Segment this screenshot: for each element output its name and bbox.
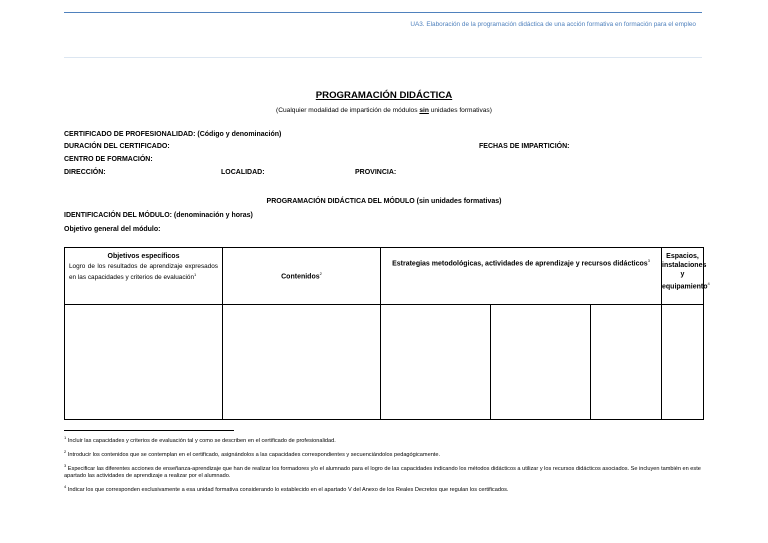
cell-contenidos xyxy=(223,305,381,420)
footnotes xyxy=(64,434,706,496)
document-title: PROGRAMACIÓN DIDÁCTICA xyxy=(315,90,453,101)
cell-estrategias-1 xyxy=(381,305,491,420)
contenidos-text: Contenidos xyxy=(281,273,320,281)
table-row xyxy=(65,305,704,420)
field-certificado: CERTIFICADO DE PROFESIONALIDAD: (Código y denominación) xyxy=(64,131,282,138)
document-subtitle xyxy=(0,107,768,114)
subtitle-post: unidades formativas) xyxy=(428,107,492,114)
field-identificacion: IDENTIFICACIÓN DEL MÓDULO: (denominación y horas) xyxy=(64,212,253,219)
footnote-text: Incluir las capacidades y criterios de evaluación tal y como se describen en el certificado de profesionalidad. xyxy=(67,437,336,444)
footnote-text: Indicar los que corresponden exclusivamente a esa unidad formativa considerando lo establecido en el apartado V del Anexo de los Reales Decretos que regulan los certificados. xyxy=(67,486,509,493)
page-header xyxy=(64,12,702,58)
field-localidad: LOCALIDAD: xyxy=(221,169,265,176)
footnote-number: 1 xyxy=(64,435,67,440)
field-direccion: DIRECCIÓN: xyxy=(64,169,106,176)
estrategias-text: Estrategias metodológicas, actividades de aprendizaje y recursos didácticos xyxy=(392,260,648,268)
cell-espacios xyxy=(662,305,704,420)
footnote-separator xyxy=(64,430,234,431)
objetivos-desc-text: Logro de los resultados de aprendizaje expresados en las capacidades y criterios de evaluación xyxy=(69,263,218,282)
field-centro: CENTRO DE FORMACIÓN: xyxy=(64,156,153,163)
field-duracion: DURACIÓN DEL CERTIFICADO: xyxy=(64,143,170,150)
footnote-2 xyxy=(64,448,706,459)
cell-estrategias-2 xyxy=(491,305,591,420)
table-header-row xyxy=(65,248,704,305)
header-espacios xyxy=(662,248,710,305)
footnote-ref: 3 xyxy=(647,258,650,263)
footnote-text: Especificar las diferentes acciones de enseñanza-aprendizaje que han de realizar los formadores y/o el alumnado para el logro de las capacidades indicando los métodos didácticos a utilizar y los recursos didácticos asociados. Se incluyen también en este apartado las actividades de aprendizaje a realizar por el alumnado. xyxy=(64,465,701,479)
footnote-ref: 4 xyxy=(707,281,710,286)
objetivos-desc xyxy=(65,260,222,282)
programming-table xyxy=(64,247,710,420)
cell-estrategias-3 xyxy=(591,305,662,420)
subtitle-pre: (Cualquier modalidad de impartición de módulos xyxy=(276,107,420,114)
course-title: UA3. Elaboración de la programación didáctica de una acción formativa en formación para el empleo xyxy=(410,21,696,28)
header-objetivos xyxy=(65,248,223,305)
espacios-text: Espacios, instalaciones y equipamiento xyxy=(662,253,708,291)
footnote-text: Introducir los contenidos que se contemplan en el certificado, asignándolos a las capacidades correspondientes y secuenciándolos pedagógicamente. xyxy=(67,451,441,458)
footnote-number: 3 xyxy=(64,462,67,468)
cell-objetivos xyxy=(65,305,223,420)
footnote-ref: 1 xyxy=(194,272,197,277)
header-estrategias xyxy=(381,248,662,305)
module-section-title: PROGRAMACIÓN DIDÁCTICA DEL MÓDULO (sin unidades formativas) xyxy=(266,198,502,205)
footnote-ref: 2 xyxy=(319,271,322,277)
subtitle-emph: sin xyxy=(419,107,429,114)
footnote-1 xyxy=(64,434,706,445)
footnote-3 xyxy=(64,462,706,480)
field-provincia: PROVINCIA: xyxy=(355,169,397,176)
footnote-4 xyxy=(64,483,706,494)
footnote-number: 2 xyxy=(64,448,67,454)
objetivos-title: Objetivos específicos xyxy=(107,253,180,260)
field-objetivo: Objetivo general del módulo: xyxy=(64,226,161,233)
field-fechas: FECHAS DE IMPARTICIÓN: xyxy=(479,143,570,150)
header-contenidos xyxy=(223,248,381,305)
footnote-number: 4 xyxy=(64,483,67,489)
